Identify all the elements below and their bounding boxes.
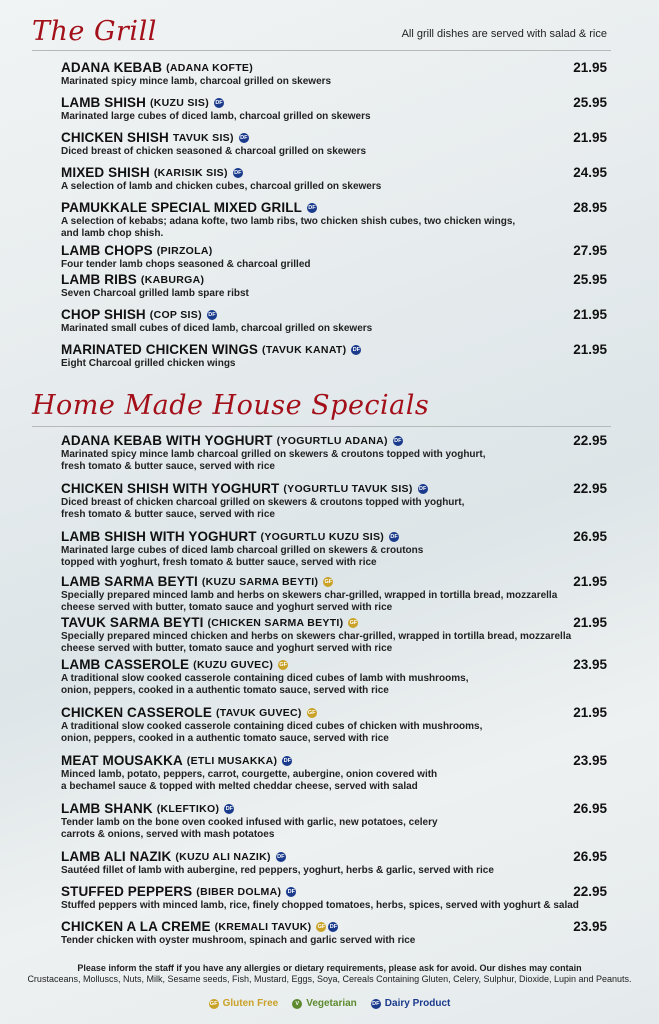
dish-price: 23.95 [573,753,607,768]
dish-price: 21.95 [573,307,607,322]
dish-name: LAMB SARMA BEYTI [61,574,198,589]
allergy-notice-line: Please inform the staff if you have any allergies or dietary requirements, please ask for avoid. Our dishes may contain [77,963,582,973]
dietary-badges [233,168,243,178]
dish-price: 24.95 [573,165,607,180]
dietary-badges [307,203,317,213]
dish-alt-name: (TAVUK KANAT) [262,344,347,356]
dish-alt-name: (YOGURTLU ADANA) [276,435,388,447]
dish-price: 28.95 [573,200,607,215]
menu-item-header [61,272,607,288]
dish-alt-name: (YOGURTLU KUZU SIS) [260,531,385,543]
menu-item [61,243,607,271]
dish-description: Specially prepared minced lamb and herbs on skewers char-grilled, wrapped in tortilla bread, mozzarella [61,590,558,601]
legend-gluten-free [209,998,279,1009]
menu-item [61,200,607,240]
dietary-badges [351,345,361,355]
dietary-badges [207,310,217,320]
dish-alt-name: (KLEFTIKO) [156,803,220,815]
dish-alt-name: (TAVUK GUVEC) [215,707,302,719]
specials-section-title: Home Made House Specials [32,390,430,421]
menu-item [61,657,607,697]
dish-name: TAVUK SARMA BEYTI [61,615,204,630]
dish-name: CHICKEN CASSEROLE [61,705,212,720]
dish-name: MARINATED CHICKEN WINGS [61,342,259,357]
vegetarian-icon: V [292,999,302,1009]
menu-item-header [61,884,607,900]
dish-alt-name: (KARISIK SIS) [153,167,228,179]
dish-alt-name: (CHICKEN SARMA BEYTI) [207,617,344,629]
menu-item-header [61,165,607,181]
dairy-product-icon: DF [283,758,291,764]
dairy-product-icon: DF [394,438,402,444]
dish-price: 22.95 [573,884,607,899]
dairy-product-icon: DF [240,135,248,141]
dish-description: fresh tomato & butter sauce, served with rice [61,509,275,520]
dish-description: A traditional slow cooked casserole containing diced cubes of chicken with mushrooms, [61,721,483,732]
dietary-badges [214,98,224,108]
dairy-product-icon: DF [225,806,233,812]
menu-item [61,272,607,300]
dish-alt-name: (KUZU SIS) [150,97,209,109]
dish-price: 26.95 [573,529,607,544]
dish-price: 23.95 [573,919,607,934]
legend-label: Vegetarian [306,998,357,1009]
dish-price: 25.95 [573,272,607,287]
dish-description: Marinated large cubes of diced lamb, charcoal grilled on skewers [61,111,371,122]
dish-name: LAMB SHISH [61,95,146,110]
dish-name: CHICKEN SHISH [61,130,169,145]
dish-alt-name: (PIRZOLA) [156,245,213,257]
legend-label: Gluten Free [222,998,279,1009]
dish-alt-name: (YOGURTLU TAVUK SIS) [283,483,413,495]
menu-item-header [61,919,607,935]
dish-description: cheese served with butter, tomato sauce and yoghurt served with rice [61,643,393,654]
dish-price: 27.95 [573,243,607,258]
dish-name: STUFFED PEPPERS [61,884,193,899]
dish-description: fresh tomato & butter sauce, served with rice [61,461,275,472]
dish-price: 21.95 [573,60,607,75]
menu-item [61,130,607,158]
allergy-list-line: Crustaceans, Molluscs, Nuts, Milk, Sesame seeds, Fish, Mustard, Eggs, Soya, Cereals Containing Gluten, Celery, Sulphur, Dioxide, Lupin and Peanuts. [27,974,632,984]
menu-item [61,753,607,793]
dish-alt-name: (COP SIS) [149,309,202,321]
dish-name: PAMUKKALE SPECIAL MIXED GRILL [61,200,302,215]
menu-item [61,884,607,912]
dish-price: 21.95 [573,615,607,630]
menu-item-header [61,243,607,259]
dish-description: A selection of kebabs; adana kofte, two lamb ribs, two chicken shish cubes, two chicken wings, [61,216,516,227]
dish-alt-name: (KREMALI TAVUK) [214,921,312,933]
menu-item-header [61,307,607,323]
menu-item [61,801,607,841]
menu-item [61,433,607,473]
dairy-product-icon: DF [234,170,242,176]
dish-description: Marinated spicy mince lamb charcoal grilled on skewers & croutons topped with yoghurt, [61,449,486,460]
dish-name: LAMB ALI NAZIK [61,849,172,864]
menu-item-header [61,615,607,631]
dish-name: LAMB RIBS [61,272,137,287]
dish-description: onion, peppers, cooked in a authentic tomato sauce, served with rice [61,733,389,744]
dish-price: 22.95 [573,433,607,448]
menu-item-header [61,574,607,590]
dish-alt-name: (KUZU GUVEC) [193,659,274,671]
dish-name: CHICKEN SHISH WITH YOGHURT [61,481,280,496]
dietary-badges [239,133,249,143]
dietary-badges [278,660,288,670]
dish-alt-name: (KUZU SARMA BEYTI) [201,576,319,588]
dietary-badges [316,922,338,932]
dietary-badges [323,577,333,587]
dietary-legend [0,998,659,1009]
menu-item [61,574,607,614]
gluten-free-icon: GF [324,579,333,585]
dish-alt-name: (ETLI MUSAKKA) [186,755,278,767]
gluten-free-icon: GF [209,1000,218,1007]
dish-description: Tender chicken with oyster mushroom, spinach and garlic served with rice [61,935,416,946]
dish-name: MEAT MOUSAKKA [61,753,183,768]
dish-description: Eight Charcoal grilled chicken wings [61,358,236,369]
dairy-product-icon: DF [287,889,295,895]
legend-vegetarian [292,998,357,1009]
menu-item [61,481,607,521]
gluten-free-icon: GF [349,620,358,626]
divider [32,50,611,51]
dish-alt-name: (KABURGA) [140,274,205,286]
dairy-product-icon: DF [215,100,223,106]
dish-alt-name: (BIBER DOLMA) [196,886,282,898]
menu-item [61,60,607,88]
dish-description: Sautéed fillet of lamb with aubergine, red peppers, yoghurt, herbs & garlic, served with rice [61,865,494,876]
menu-item [61,342,607,370]
dairy-product-icon: DF [390,534,398,540]
dish-name: LAMB SHANK [61,801,153,816]
gluten-free-icon: GF [317,924,326,930]
menu-item-header [61,95,607,111]
menu-item-header [61,200,607,216]
dish-description: Stuffed peppers with minced lamb, rice, finely chopped tomatoes, herbs, spices, served with yoghurt & salad [61,900,579,911]
menu-item [61,849,607,877]
menu-item-header [61,60,607,76]
dairy-product-icon: DF [208,312,216,318]
menu-item [61,919,607,947]
menu-item-header [61,481,607,497]
menu-item [61,95,607,123]
legend-label: Dairy Product [384,998,451,1009]
menu-item [61,615,607,655]
dish-price: 25.95 [573,95,607,110]
dish-description: Marinated large cubes of diced lamb charcoal grilled on skewers & croutons [61,545,424,556]
dish-name: MIXED SHISH [61,165,150,180]
menu-item [61,165,607,193]
dish-alt-name: TAVUK SIS) [172,132,234,144]
dish-description: Specially prepared minced chicken and herbs on skewers char-grilled, wrapped in tortilla bread, mozzarella [61,631,572,642]
dish-description: onion, peppers, cooked in a authentic tomato sauce, served with rice [61,685,389,696]
dairy-product-icon: DF [352,347,361,353]
dietary-badges [307,708,317,718]
menu-item-header [61,657,607,673]
menu-item-header [61,705,607,721]
menu-item [61,529,607,569]
dish-description: Diced breast of chicken charcoal grilled on skewers & croutons topped with yoghurt, [61,497,465,508]
dairy-product-icon: DF [418,486,427,492]
dietary-badges [389,532,399,542]
menu-item [61,705,607,745]
dish-price: 21.95 [573,574,607,589]
dish-description: a bechamel sauce & topped with melted cheddar cheese, served with salad [61,781,418,792]
dish-price: 23.95 [573,657,607,672]
menu-item-header [61,753,607,769]
dish-description: carrots & onions, served with mash potatoes [61,829,275,840]
dish-description: Tender lamb on the bone oven cooked infused with garlic, new potatoes, celery [61,817,438,828]
dish-name: LAMB SHISH WITH YOGHURT [61,529,257,544]
dish-name: CHOP SHISH [61,307,146,322]
gluten-free-icon: GF [279,662,287,668]
dish-name: ADANA KEBAB WITH YOGHURT [61,433,273,448]
dairy-product-icon: DF [308,205,316,211]
dish-description: Diced breast of chicken seasoned & charcoal grilled on skewers [61,146,367,157]
dietary-badges [224,804,234,814]
dish-description: and lamb chop shish. [61,228,164,239]
menu-item-header [61,849,607,865]
dietary-badges [282,756,292,766]
dairy-product-icon: DF [372,1000,380,1007]
gluten-free-icon: GF [307,710,316,716]
dish-price: 26.95 [573,801,607,816]
dish-description: A traditional slow cooked casserole containing diced cubes of lamb with mushrooms, [61,673,469,684]
menu-item-header [61,801,607,817]
dish-description: Four tender lamb chops seasoned & charcoal grilled [61,259,311,270]
allergy-notice [0,963,659,985]
grill-section-title: The Grill [32,16,157,47]
dish-name: CHICKEN A LA CREME [61,919,211,934]
dish-alt-name: (ADANA KOFTE) [166,62,254,74]
dish-description: A selection of lamb and chicken cubes, charcoal grilled on skewers [61,181,382,192]
dairy-product-icon: DF [329,924,338,930]
dish-price: 21.95 [573,130,607,145]
dish-alt-name: (KUZU ALI NAZIK) [175,851,271,863]
dish-price: 21.95 [573,342,607,357]
menu-item-header [61,433,607,449]
dish-description: cheese served with butter, tomato sauce and yoghurt served with rice [61,602,393,613]
menu-item-header [61,342,607,358]
dish-price: 22.95 [573,481,607,496]
dietary-badges [393,436,403,446]
legend-dairy [371,998,451,1009]
grill-note: All grill dishes are served with salad & rice [401,28,607,40]
divider [32,426,611,427]
dietary-badges [348,618,358,628]
menu-item-header [61,130,607,146]
dietary-badges [418,484,428,494]
dairy-product-icon: DF [277,854,285,860]
menu-item-header [61,529,607,545]
dish-price: 26.95 [573,849,607,864]
dish-name: LAMB CASSEROLE [61,657,190,672]
dietary-badges [286,887,296,897]
dish-price: 21.95 [573,705,607,720]
dish-description: Marinated small cubes of diced lamb, charcoal grilled on skewers [61,323,373,334]
dish-description: Seven Charcoal grilled lamb spare ribst [61,288,249,299]
dish-name: ADANA KEBAB [61,60,163,75]
dish-description: Marinated spicy mince lamb, charcoal grilled on skewers [61,76,332,87]
menu-item [61,307,607,335]
dish-description: topped with yoghurt, fresh tomato & butter sauce, served with rice [61,557,377,568]
dish-description: Minced lamb, potato, peppers, carrot, courgette, aubergine, onion covered with [61,769,438,780]
dietary-badges [276,852,286,862]
dish-name: LAMB CHOPS [61,243,153,258]
